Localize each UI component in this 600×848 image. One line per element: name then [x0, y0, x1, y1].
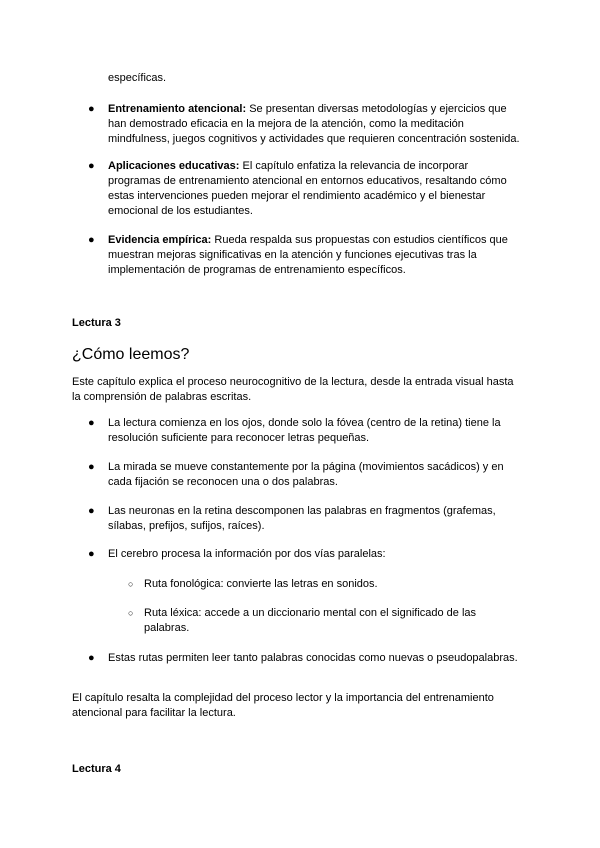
- paragraph-line: la comprensión de palabras escritas.: [72, 391, 252, 403]
- sub-list-item: palabras.: [144, 622, 190, 634]
- section-label: Lectura 3: [72, 317, 121, 329]
- list-item: resolución suficiente para reconocer letras pequeñas.: [108, 432, 370, 444]
- bullet-text: implementación de programas de entrenamiento específicos.: [108, 264, 406, 276]
- bullet-text: Rueda respalda sus propuestas con estudios científicos que: [211, 234, 508, 246]
- bullet-text: emocional de los estudiantes.: [108, 205, 253, 217]
- list-item: [108, 101, 507, 117]
- bullet-marker: ●: [88, 160, 95, 172]
- bullet-text: mindfulness, juegos cognitivos y actividades que requieren concentración sostenida.: [108, 133, 520, 145]
- bullet-text: Se presentan diversas metodologías y ejercicios que: [246, 103, 507, 115]
- list-item: Estas rutas permiten leer tanto palabras conocidas como nuevas o pseudopalabras.: [108, 652, 518, 664]
- sub-list-item: Ruta léxica: accede a un diccionario mental con el significado de las: [144, 607, 477, 619]
- bullet-text: muestran mejoras significativas en la atención y funciones ejecutivas tras la: [108, 249, 477, 261]
- list-item: cada fijación se reconocen una o dos palabras.: [108, 476, 338, 488]
- bullet-marker: ●: [88, 103, 95, 115]
- bullet-marker: ●: [88, 652, 95, 664]
- list-item: La lectura comienza en los ojos, donde solo la fóvea (centro de la retina) tiene la: [108, 417, 501, 429]
- page-title: ¿Cómo leemos?: [72, 346, 190, 363]
- list-item: Las neuronas en la retina descomponen las palabras en fragmentos (grafemas,: [108, 505, 496, 517]
- continuation-text: específicas.: [108, 72, 167, 84]
- list-item: [108, 158, 468, 174]
- section-label: Lectura 4: [72, 763, 121, 775]
- sub-bullet-marker: ○: [128, 608, 134, 618]
- bullet-text: El capítulo enfatiza la relevancia de incorporar: [239, 160, 469, 172]
- bullet-marker: ●: [88, 461, 95, 473]
- paragraph-line: atencional para facilitar la lectura.: [72, 707, 236, 719]
- bullet-marker: ●: [88, 234, 95, 246]
- sub-bullet-marker: ○: [128, 579, 134, 589]
- bullet-title: Entrenamiento atencional:: [108, 103, 247, 115]
- bullet-text: estas intervenciones pueden mejorar el rendimiento académico y el bienestar: [108, 190, 486, 202]
- paragraph-line: El capítulo resalta la complejidad del proceso lector y la importancia del entrenamiento: [72, 692, 494, 704]
- bullet-text: programas de entrenamiento atencional en entornos educativos, resaltando cómo: [108, 175, 507, 187]
- list-item: [108, 232, 508, 248]
- bullet-text: han demostrado eficacia en la mejora de la atención, como la meditación: [108, 118, 464, 130]
- sub-list-item: Ruta fonológica: convierte las letras en sonidos.: [144, 578, 378, 590]
- paragraph-line: Este capítulo explica el proceso neurocognitivo de la lectura, desde la entrada visual hasta: [72, 376, 514, 388]
- list-item: El cerebro procesa la información por dos vías paralelas:: [108, 548, 386, 560]
- bullet-marker: ●: [88, 548, 95, 560]
- bullet-title: Aplicaciones educativas:: [108, 160, 240, 172]
- list-item: sílabas, prefijos, sufijos, raíces).: [108, 520, 265, 532]
- bullet-marker: ●: [88, 417, 95, 429]
- bullet-title: Evidencia empírica:: [108, 234, 212, 246]
- list-item: La mirada se mueve constantemente por la página (movimientos sacádicos) y en: [108, 461, 504, 473]
- bullet-marker: ●: [88, 505, 95, 517]
